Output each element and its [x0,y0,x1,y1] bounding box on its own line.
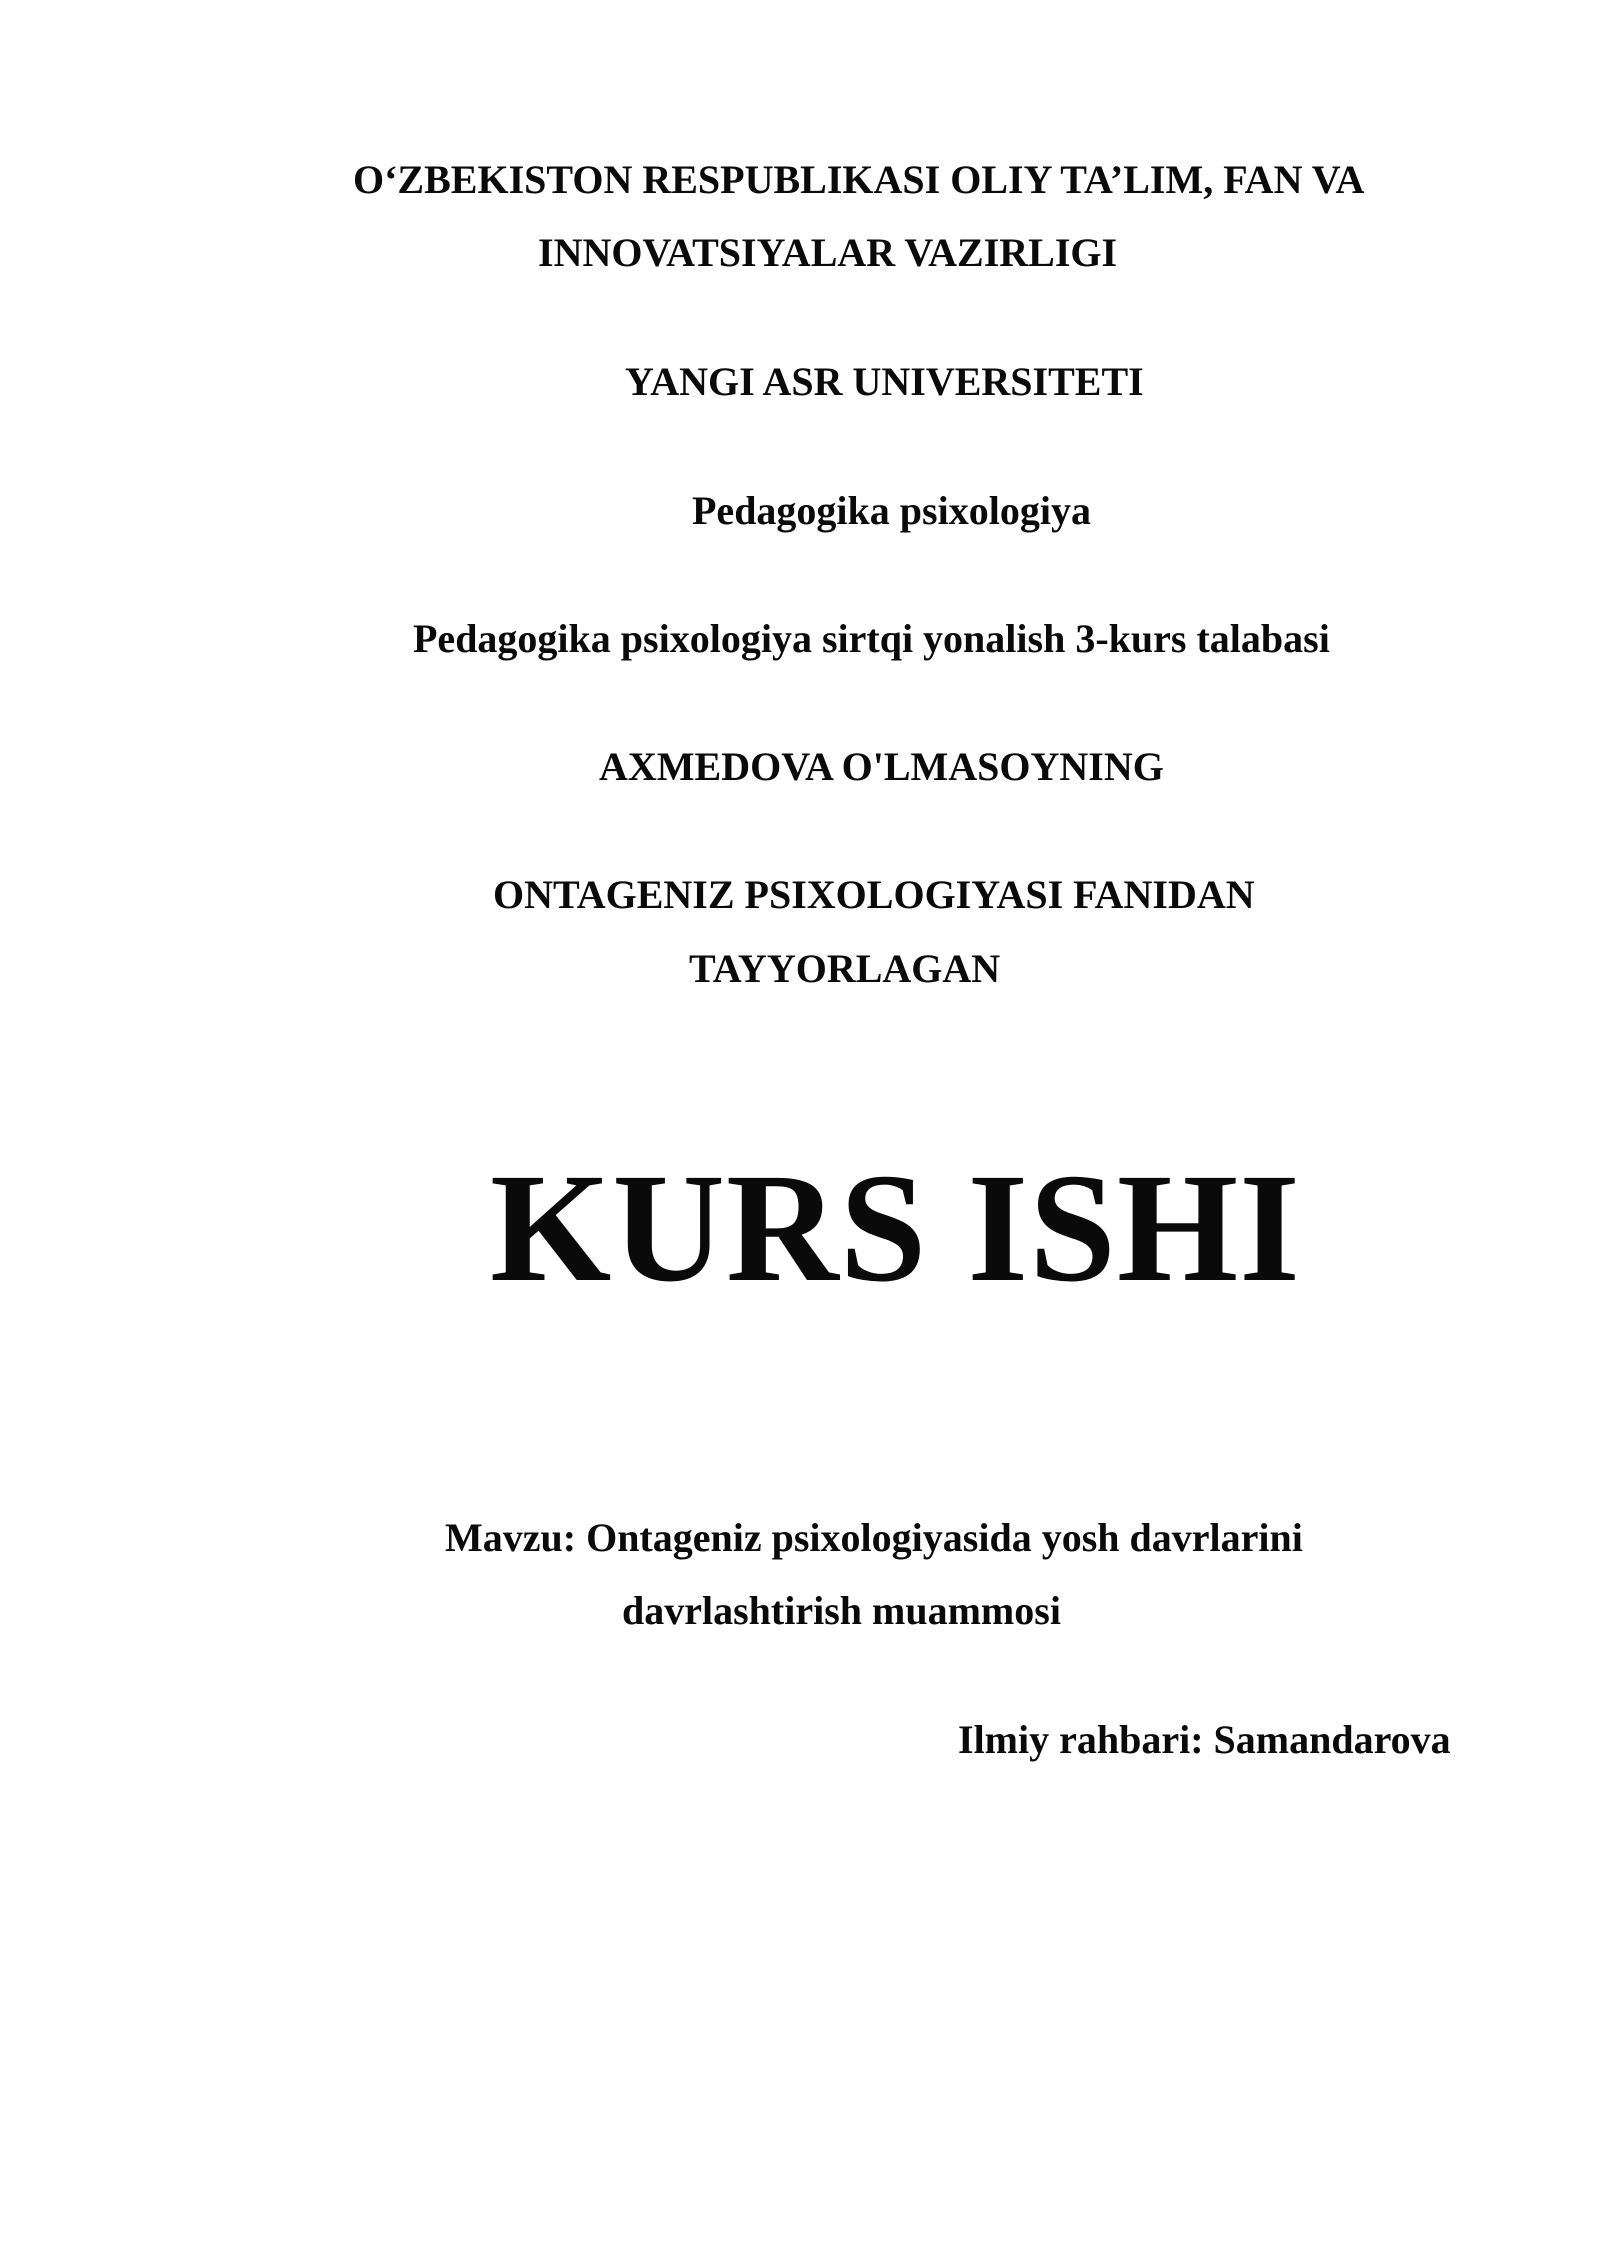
supervisor-label: Ilmiy rahbari: Samandarova [958,1717,1451,1762]
topic-line-1: Mavzu: Ontageniz psixologiyasida yosh davrlarini [445,1515,1303,1560]
topic-line-2: davrlashtirish muammosi [622,1588,1061,1633]
student-name: AXMEDOVA O'LMASOYNING [599,744,1164,789]
subject-line-1: ONTAGENIZ PSIXOLOGIYASI FANIDAN [493,872,1255,917]
department-name: Pedagogika psixologiya [692,488,1091,533]
ministry-line-1: O‘ZBEKISTON RESPUBLIKASI OLIY TA’LIM, FAN VA [353,157,1365,202]
ministry-line-2: INNOVATSIYALAR VAZIRLIGI [538,230,1118,275]
subject-line-2: TAYYORLAGAN [689,946,1001,991]
student-info: Pedagogika psixologiya sirtqi yonalish 3-kurs talabasi [413,616,1330,661]
university-name: YANGI ASR UNIVERSITETI [625,359,1144,404]
document-title: KURS ISHI [490,1141,1301,1314]
